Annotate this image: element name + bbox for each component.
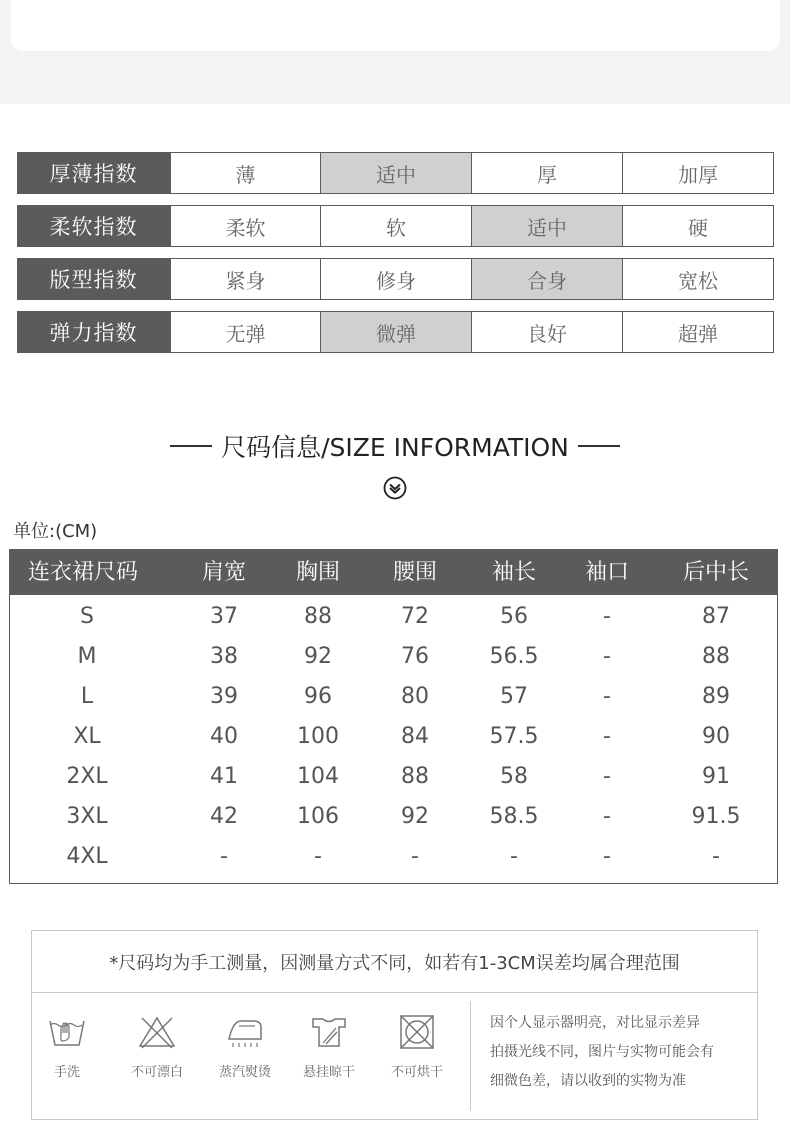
index-option: 软 bbox=[321, 205, 472, 247]
header-cell: 袖口 bbox=[584, 560, 630, 585]
index-row-fit bbox=[17, 258, 774, 300]
table-cell: - bbox=[603, 724, 611, 749]
index-row-thickness bbox=[17, 152, 774, 194]
table-cell: 42 bbox=[210, 804, 238, 829]
table-cell: XL bbox=[73, 724, 101, 749]
care-item-steam-iron bbox=[210, 1015, 280, 1080]
index-option: 薄 bbox=[170, 152, 321, 194]
index-option: 紧身 bbox=[170, 258, 321, 300]
table-cell: 89 bbox=[702, 684, 730, 709]
care-instructions-box bbox=[31, 930, 758, 1120]
table-cell: 76 bbox=[401, 644, 429, 669]
header-cell: 胸围 bbox=[295, 560, 341, 585]
care-item-hang-dry bbox=[294, 1015, 364, 1080]
index-option: 柔软 bbox=[170, 205, 321, 247]
table-cell: - bbox=[220, 844, 228, 869]
table-cell: 106 bbox=[297, 804, 339, 829]
table-cell: 84 bbox=[401, 724, 429, 749]
table-cell: 58 bbox=[500, 764, 528, 789]
table-cell: 87 bbox=[702, 604, 730, 629]
top-white-card bbox=[11, 0, 780, 51]
disclaimer-line: 拍摄光线不同，图片与实物可能会有 bbox=[490, 1044, 714, 1060]
care-item-no-tumble-dry bbox=[382, 1015, 452, 1080]
no-bleach-icon bbox=[137, 1015, 177, 1049]
care-item-no-bleach bbox=[122, 1015, 192, 1080]
table-cell: - bbox=[603, 764, 611, 789]
table-cell: 92 bbox=[401, 804, 429, 829]
index-label: 版型指数 bbox=[17, 258, 170, 300]
table-row bbox=[10, 837, 777, 877]
measurement-note: *尺码均为手工测量，因测量方式不同，如若有1-3CM误差均属合理范围 bbox=[32, 931, 757, 993]
care-item-label: 不可漂白 bbox=[130, 1065, 183, 1080]
care-divider bbox=[470, 1001, 471, 1111]
index-row-softness bbox=[17, 205, 774, 247]
index-option: 无弹 bbox=[170, 311, 321, 353]
disclaimer-line: 因个人显示器明亮，对比显示差异 bbox=[490, 1015, 700, 1031]
table-cell: 100 bbox=[297, 724, 339, 749]
index-option: 适中 bbox=[472, 205, 623, 247]
index-label: 厚薄指数 bbox=[17, 152, 170, 194]
table-cell: 41 bbox=[210, 764, 238, 789]
index-option: 宽松 bbox=[623, 258, 774, 300]
index-option: 修身 bbox=[321, 258, 472, 300]
color-disclaimer bbox=[490, 1009, 755, 1096]
table-cell: 88 bbox=[401, 764, 429, 789]
size-section-title-text: 尺码信息/SIZE INFORMATION bbox=[221, 433, 569, 462]
index-option: 微弹 bbox=[321, 311, 472, 353]
table-cell: 96 bbox=[304, 684, 332, 709]
table-cell: S bbox=[80, 604, 94, 629]
care-item-label: 手洗 bbox=[53, 1065, 80, 1080]
table-row bbox=[10, 797, 777, 837]
index-label: 柔软指数 bbox=[17, 205, 170, 247]
header-cell: 腰围 bbox=[392, 560, 438, 585]
table-cell: 4XL bbox=[66, 844, 108, 869]
table-cell: 80 bbox=[401, 684, 429, 709]
title-line-right bbox=[578, 445, 620, 447]
index-option: 超弹 bbox=[623, 311, 774, 353]
size-section-title bbox=[0, 428, 790, 464]
table-cell: 39 bbox=[210, 684, 238, 709]
table-cell: 92 bbox=[304, 644, 332, 669]
table-cell: 38 bbox=[210, 644, 238, 669]
table-cell: 56 bbox=[500, 604, 528, 629]
table-cell: - bbox=[510, 844, 518, 869]
table-cell: 104 bbox=[297, 764, 339, 789]
table-row bbox=[10, 597, 777, 637]
table-cell: - bbox=[314, 844, 322, 869]
index-row-elasticity bbox=[17, 311, 774, 353]
table-cell: 3XL bbox=[66, 804, 108, 829]
index-option: 厚 bbox=[472, 152, 623, 194]
table-cell: 57.5 bbox=[489, 724, 539, 749]
index-label: 弹力指数 bbox=[17, 311, 170, 353]
table-cell: - bbox=[603, 844, 611, 869]
table-cell: 88 bbox=[702, 644, 730, 669]
table-cell: 72 bbox=[401, 604, 429, 629]
no-tumble-dry-icon bbox=[397, 1015, 437, 1049]
table-cell: 91.5 bbox=[691, 804, 741, 829]
table-row bbox=[10, 717, 777, 757]
title-line-left bbox=[170, 445, 212, 447]
table-cell: - bbox=[603, 604, 611, 629]
index-option: 硬 bbox=[623, 205, 774, 247]
header-cell: 连衣裙尺码 bbox=[27, 560, 139, 585]
care-item-label: 悬挂晾干 bbox=[302, 1065, 355, 1080]
table-cell: 90 bbox=[702, 724, 730, 749]
table-cell: 91 bbox=[702, 764, 730, 789]
header-cell: 肩宽 bbox=[201, 560, 247, 585]
top-gray-strip bbox=[0, 0, 790, 104]
table-cell: 40 bbox=[210, 724, 238, 749]
table-cell: - bbox=[603, 644, 611, 669]
size-table bbox=[9, 549, 778, 884]
table-cell: - bbox=[411, 844, 419, 869]
table-cell: - bbox=[712, 844, 720, 869]
table-row bbox=[10, 757, 777, 797]
table-cell: 56.5 bbox=[489, 644, 539, 669]
header-cell: 袖长 bbox=[491, 560, 537, 585]
table-cell: - bbox=[603, 684, 611, 709]
index-option: 适中 bbox=[321, 152, 472, 194]
index-option: 良好 bbox=[472, 311, 623, 353]
table-cell: 57 bbox=[500, 684, 528, 709]
table-row bbox=[10, 637, 777, 677]
steam-iron-icon bbox=[225, 1015, 265, 1049]
unit-label: 单位:(CM) bbox=[13, 521, 98, 542]
hand-wash-icon bbox=[47, 1015, 87, 1049]
care-item-label: 不可烘干 bbox=[390, 1065, 443, 1080]
table-cell: M bbox=[77, 644, 97, 669]
table-row bbox=[10, 677, 777, 717]
table-cell: 37 bbox=[210, 604, 238, 629]
table-cell: 88 bbox=[304, 604, 332, 629]
size-table-header bbox=[10, 550, 777, 595]
circle-chevron-down-icon bbox=[383, 476, 407, 500]
care-item-label: 蒸汽熨烫 bbox=[218, 1065, 271, 1080]
disclaimer-line: 细微色差，请以收到的实物为准 bbox=[490, 1073, 686, 1089]
index-option: 合身 bbox=[472, 258, 623, 300]
table-cell: 58.5 bbox=[489, 804, 539, 829]
header-cell: 后中长 bbox=[682, 560, 750, 585]
table-cell: 2XL bbox=[66, 764, 108, 789]
table-cell: - bbox=[603, 804, 611, 829]
table-cell: L bbox=[80, 684, 94, 709]
index-option: 加厚 bbox=[623, 152, 774, 194]
hang-dry-icon bbox=[309, 1015, 349, 1049]
care-item-hand-wash bbox=[32, 1015, 102, 1080]
